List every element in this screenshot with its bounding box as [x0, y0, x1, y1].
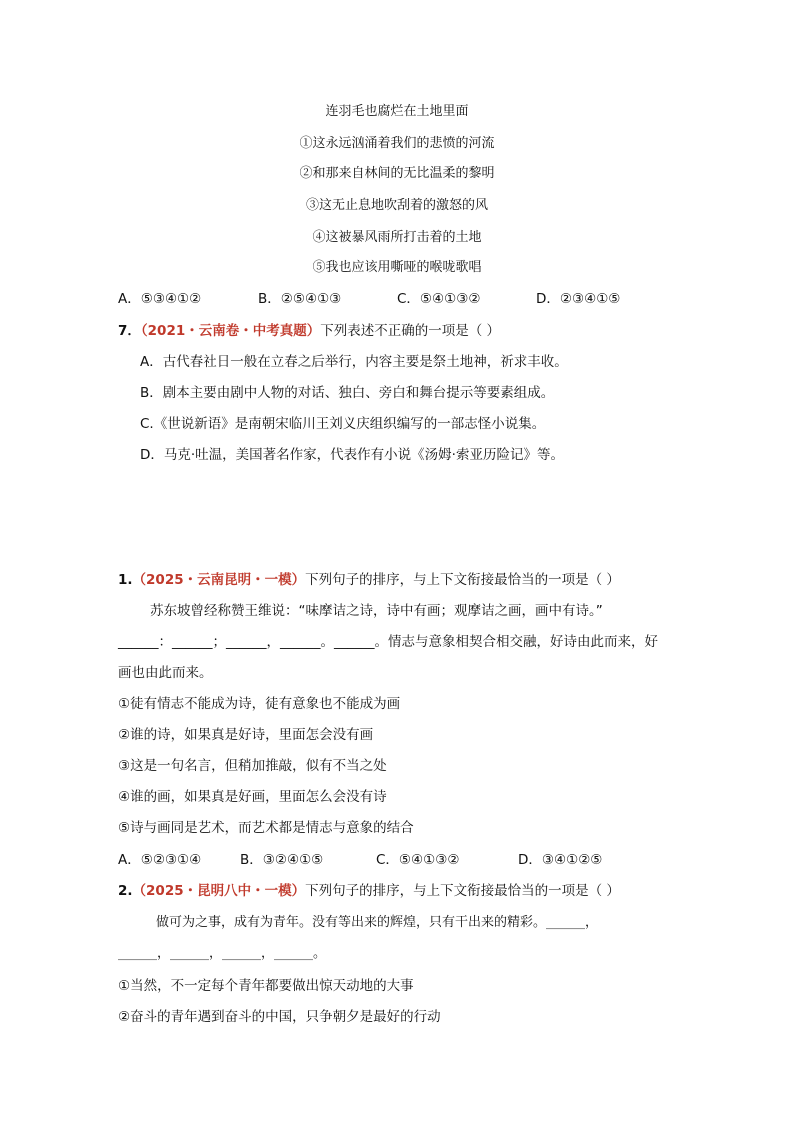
- question-2-header: [118, 881, 620, 901]
- passage-line: ______：______；______，______。______。情志与意象相契合相交融，好诗由此而来，好: [118, 634, 658, 650]
- answer-option: C．⑤④①③②: [397, 291, 481, 307]
- answer-option: D．②③④①⑤: [536, 291, 621, 307]
- question-1-header: [118, 570, 620, 590]
- answer-option: B．③②④①⑤: [240, 852, 324, 868]
- answer-option: D．③④①②⑤: [518, 852, 603, 868]
- sentence-item: ②奋斗的青年遇到奋斗的中国，只争朝夕是最好的行动: [118, 1009, 441, 1025]
- answer-option: B．②⑤④①③: [258, 291, 342, 307]
- choice-b: B．剧本主要由剧中人物的对话、独白、旁白和舞台提示等要素组成。: [140, 385, 555, 401]
- poem-line: ⑤我也应该用嘶哑的喉咙歌唱: [312, 260, 482, 275]
- question-number: 7．: [118, 323, 141, 339]
- choice-d: D．马克·吐温，美国著名作家，代表作有小说《汤姆·索亚历险记》等。: [140, 447, 564, 463]
- sentence-item: ③这是一句名言，但稍加推敲，似有不当之处: [118, 758, 387, 774]
- answer-option: C．⑤④①③②: [376, 852, 460, 868]
- passage-line: 苏东坡曾经称赞王维说：“味摩诘之诗，诗中有画；观摩诘之画，画中有诗。”: [150, 603, 603, 619]
- poem-line: ①这永远汹涌着我们的悲愤的河流: [299, 136, 495, 151]
- passage-line: 做可为之事，成有为青年。没有等出来的辉煌，只有干出来的精彩。______，: [156, 915, 599, 930]
- question-number: 1.: [118, 572, 133, 588]
- poem-line: ④这被暴风雨所打击着的土地: [312, 230, 482, 245]
- question-source: （2025・昆明八中・一模）: [132, 883, 306, 899]
- choice-a: A．古代春社日一般在立春之后举行，内容主要是祭土地神，祈求丰收。: [140, 354, 568, 370]
- sentence-item: ①当然，不一定每个青年都要做出惊天动地的大事: [118, 978, 414, 994]
- answer-option: A．⑤②③①④: [118, 852, 202, 868]
- question-stem: 下列句子的排序，与上下文衔接最恰当的一项是（ ）: [305, 572, 620, 588]
- poem-line: ②和那来自林间的无比温柔的黎明: [299, 166, 495, 181]
- sentence-item: ①徒有情志不能成为诗，徒有意象也不能成为画: [118, 696, 401, 712]
- sentence-item: ④谁的画，如果真是好画，里面怎么会没有诗: [118, 789, 387, 805]
- choice-c: C.《世说新语》是南朝宋临川王刘义庆组织编写的一部志怪小说集。: [140, 416, 546, 432]
- sentence-item: ②谁的诗，如果真是好诗，里面怎会没有画: [118, 727, 374, 743]
- passage-line: ______，______，______，______。: [118, 946, 327, 961]
- poem-line: 连羽毛也腐烂在土地里面: [325, 104, 469, 119]
- answer-option: A．⑤③④①②: [118, 291, 202, 307]
- question-stem: 下列句子的排序，与上下文衔接最恰当的一项是（ ）: [305, 883, 620, 899]
- question-number: 2.: [118, 883, 133, 899]
- question-stem: 下列表述不正确的一项是（ ）: [320, 323, 501, 339]
- passage-line: 画也由此而来。: [118, 665, 213, 681]
- question-source: （2025・云南昆明・一模）: [132, 572, 306, 588]
- sentence-item: ⑤诗与画同是艺术，而艺术都是情志与意象的结合: [118, 820, 414, 836]
- question-7-header: [118, 321, 500, 341]
- question-source: （2021・云南卷・中考真题）: [140, 323, 321, 339]
- poem-line: ③这无止息地吹刮着的激怒的风: [305, 198, 488, 213]
